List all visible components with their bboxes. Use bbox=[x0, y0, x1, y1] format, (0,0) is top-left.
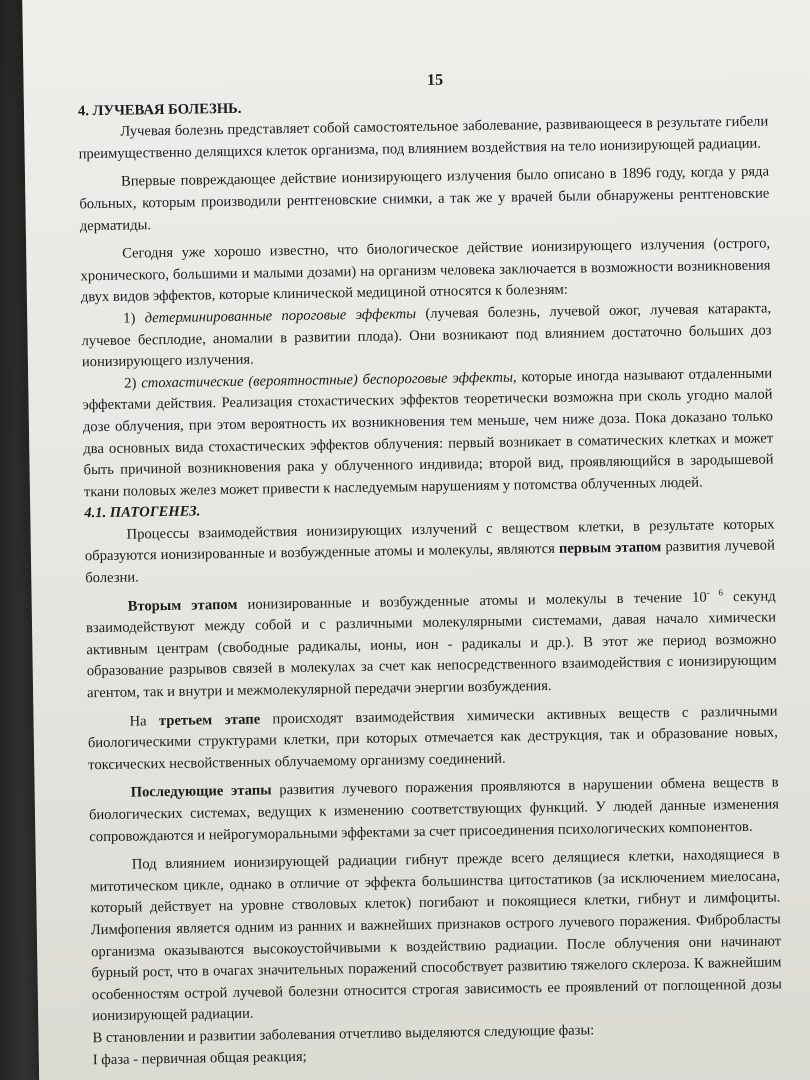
paragraph-effects-intro: Сегодня уже хорошо известно, что биологическое действие ионизирующего излучения (острого, хронического, большими и малыми дозами) на организм человека заключается в возможности возникновения двух видов эффектов, которые клинической медициной относятся к болезням: bbox=[80, 235, 771, 306]
section-heading: 4.1. ПАТОГЕНЕЗ. bbox=[84, 503, 201, 522]
page-content bbox=[77, 65, 783, 1072]
first-stage-term: первым этапом bbox=[558, 539, 662, 558]
paper-sheet bbox=[22, 0, 810, 1080]
term-deterministic: детерминированные пороговые эффекты bbox=[144, 305, 417, 327]
later-stages-term: Последующие этапы bbox=[130, 782, 272, 802]
exponent: - 6 bbox=[706, 586, 723, 598]
third-stage-text: происходят взаимодействия химически активных веществ с различными биологическими структурами клетки, при которых отмечается как деструкция, так и образование новых, токсических несвойственных облучаемому организму соединений. bbox=[87, 703, 778, 774]
paragraph-later-stages bbox=[89, 773, 780, 849]
second-stage-term: Вторым этапом bbox=[127, 596, 238, 615]
first-stage-tail: развития лучевой болезни. bbox=[85, 537, 775, 587]
third-stage-term: третьем этапе bbox=[158, 711, 261, 729]
stochastic-text: , которые иногда называют отдаленными эффектами действия. Реализация стохастических эффектов теоретически возможна при сколь угодно малой дозе облучения, при этом вероятность их возникновения тем меньше, чем ниже доза. Пока доказано только два основных вида стохастических эффектов облучения: первый возникает в соматических клетках и может быть причиной возникновения рака у облученного индивида; второй вид, проявляющийся в зародышевой ткани половых желез может привести к наследуемым нарушениям у потомства облученных людей. bbox=[82, 365, 774, 500]
phase-1-item: I фаза - первичная общая реакция; bbox=[92, 1048, 307, 1068]
paragraph-cell-death: Под влиянием ионизирующей радиации гибнут прежде всего делящиеся клетки, находящиеся в митотическом цикле, однако в отличие от эффекта большинства цитостатиков (за исключением миелосана, который действует на уровне стволовых клеток) погибают и покоящиеся клетки, гибнут и лимфоциты. Лимфопения является одним из ранних и важнейших признаков острого лучевого поражения. Фибробласты организма оказываются высокоустойчивыми к воздействию радиации. После облучения они начинают бурный рост, что в очагах значительных поражений способствует развитию тяжелого склероза. К важнейшим особенностям острой лучевой болезни относится строгая зависимость ее проявлений от поглощенной дозы ионизирующей радиации. bbox=[90, 846, 782, 1025]
page-number: 15 bbox=[426, 71, 444, 89]
paragraph-stochastic-effects bbox=[82, 363, 774, 503]
second-stage-tail: секунд взаимодействуют между собой и с различными молекулярными системами, давая начало химически активным центрам (свободные радикалы, ионы, ион - радикалы и др.). В этот же период возможно образование разрывов связей в молекулах за счет как непосредственного взаимодействия с ионизирующим агентом, так и внутри и межмолекулярной передачи энергии возбуждения. bbox=[85, 588, 777, 702]
term-stochastic: стохастические (вероятностные) беспороговые эффекты bbox=[141, 369, 514, 392]
paragraph-first-stage bbox=[84, 514, 775, 590]
paragraph-definition: Лучевая болезнь представляет собой самостоятельное заболевание, развивающееся в результате гибели преимущественно делящихся клеток организма, под влиянием воздействия на тело ионизирующей радиации. bbox=[78, 113, 769, 163]
later-stages-text: развития лучевого поражения проявляются в нарушении обмена веществ в биологических системах, ведущих к изменению соответствующих функций. У людей данные изменения сопровождаются и нейрогуморальными эффектами за счет присоединения психологических компонентов. bbox=[88, 774, 780, 845]
list-number: 2) bbox=[124, 375, 137, 392]
chapter-heading: 4. ЛУЧЕВАЯ БОЛЕЗНЬ. bbox=[77, 100, 242, 119]
paragraph-history: Впервые повреждающее действие ионизирующего излучения было описано в 1896 году, когда у ряда больных, которым производили рентгеновские снимки, а так же у врачей были обнаружены рентгеновские дерматиды. bbox=[79, 163, 770, 234]
paragraph-deterministic-effects bbox=[81, 298, 772, 374]
first-stage-text: Процессы взаимодействия ионизирующих излучений с веществом клетки, в результате которых образуются ионизированные и возбужденные атомы и молекулы, являются bbox=[84, 516, 775, 565]
paragraph-third-stage bbox=[87, 701, 778, 777]
paragraph-second-stage bbox=[86, 586, 778, 705]
paragraph-phases-intro: В становлении и развитии заболевания отчетливо выделяются следующие фазы: bbox=[92, 1022, 595, 1047]
list-number: 1) bbox=[123, 310, 136, 327]
second-stage-text: ионизированные и возбужденные атомы и молекулы в течение 10 bbox=[247, 589, 707, 613]
deterministic-text: (лучевая болезнь, лучевой ожог, лучевая катаракта, лучевое бесплодие, аномалии в развитии плода). Они возникают под влиянием достаточно больших доз ионизирующего излучения. bbox=[81, 300, 772, 371]
third-stage-pre: На bbox=[129, 712, 147, 730]
